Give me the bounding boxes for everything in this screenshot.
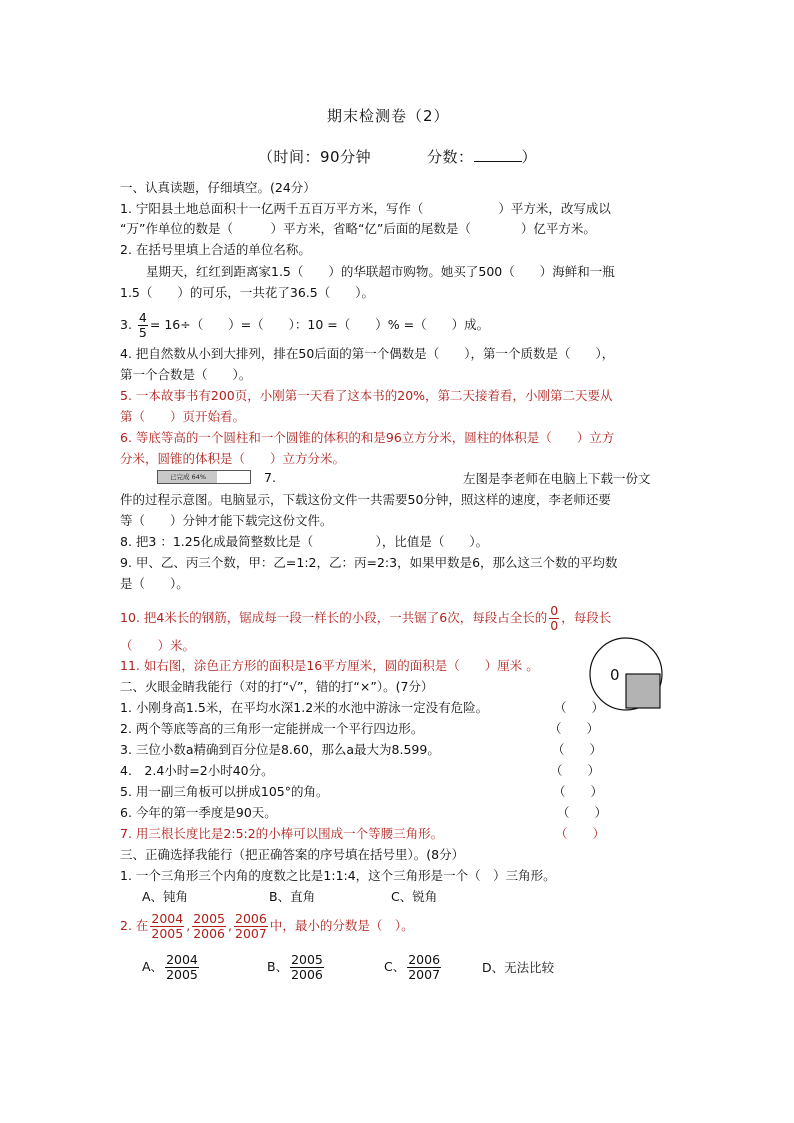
- q10-denominator: 0: [550, 618, 559, 633]
- denominator: 2005: [166, 967, 198, 982]
- q9-line2: 是（ ）。: [120, 576, 189, 591]
- choice-q1-option-a: A、钝角: [142, 889, 189, 904]
- score-label: [427, 149, 537, 165]
- q3-number: 3.: [120, 317, 132, 332]
- q3-rest: = 16÷（ ）=（ ）：10 =（ ）% =（ ）成。: [149, 317, 490, 332]
- judge-item-5: 5. 用一副三角板可以拼成105°的角。: [120, 784, 329, 799]
- option-label: A、: [142, 959, 164, 974]
- q7-number: 7.: [264, 470, 276, 485]
- judge-paren-6: （ ）: [557, 805, 608, 820]
- q2-line-a: 星期天，红红到距离家1.5（ ）的华联超市购物。她买了500（ ）海鲜和一瓶: [146, 264, 615, 279]
- q5-line2: 第（ ）页开始看。: [120, 409, 246, 424]
- choice-q2-fraction-2: [192, 912, 226, 941]
- q3-denominator: 5: [138, 325, 147, 340]
- choice-q2-option-a: [142, 950, 201, 984]
- time-label: （时间：90分钟: [258, 148, 372, 166]
- denominator: 2007: [235, 926, 267, 941]
- q2-line-b: 1.5（ ）的可乐，一共花了36.5（ ）。: [120, 285, 374, 300]
- choice-q2-fraction-3: [234, 912, 268, 941]
- q11-line: 11. 如右图，涂色正方形的面积是16平方厘米，圆的面积是（ ）厘米 。: [120, 658, 539, 673]
- judge-paren-5: （ ）: [553, 784, 604, 799]
- judge-item-3: 3. 三位小数a精确到百分位是8.60，那么a最大为8.599。: [120, 742, 440, 757]
- q3-numerator: 4: [138, 310, 147, 325]
- option-fraction: [290, 953, 324, 982]
- choice-q2-fraction-1: [150, 912, 184, 941]
- numerator: 2006: [235, 911, 267, 926]
- q6-line2: 分米，圆锥的体积是（ ）立方分米。: [120, 451, 346, 466]
- choice-q2-prefix: 2. 在: [120, 918, 149, 933]
- option-fraction: [407, 953, 441, 982]
- numerator: 2005: [291, 952, 323, 967]
- numerator: 2004: [151, 911, 184, 926]
- denominator: 2005: [151, 926, 184, 941]
- q10-numerator: 0: [550, 603, 559, 618]
- q7-line1: 左图是李老师在电脑上下载一份文: [463, 471, 651, 486]
- option-label: B、: [267, 959, 289, 974]
- score-blank: [474, 149, 522, 162]
- judge-item-1: 1. 小刚身高1.5米，在平均水深1.2米的水池中游泳一定没有危险。: [120, 700, 489, 715]
- numerator: 2004: [166, 952, 198, 967]
- judge-item-2: 2. 两个等底等高的三角形一定能拼成一个平行四边形。: [120, 721, 424, 736]
- q9-line1: 9. 甲、乙、丙三个数，甲：乙=1:2，乙：丙=2:3，如果甲数是6，那么这三个数的平均数: [120, 555, 618, 570]
- q10-tail: ，每段长: [561, 610, 612, 625]
- q7-line3: 等（ ）分钟才能下载完这份文件。: [120, 513, 333, 528]
- choice-q2-option-c: [384, 950, 443, 984]
- choice-q2-option-b: [267, 950, 326, 984]
- choice-q1: 1. 一个三角形三个内角的度数之比是1:1:4，这个三角形是一个（ ）三角形。: [120, 868, 556, 883]
- judge-paren-3: （ ）: [552, 742, 603, 757]
- choice-q1-option-c: C、锐角: [391, 889, 438, 904]
- q1-line2: “万”作单位的数是（ ）平方米，省略“亿”后面的尾数是（ ）亿平方米。: [120, 221, 596, 236]
- q4-line1: 4. 把自然数从小到大排列，排在50后面的第一个偶数是（ ），第一个质数是（ ），: [120, 346, 615, 361]
- q8-line: 8. 把3 ：1.25化成最简整数比是（ ），比值是（ ）。: [120, 534, 489, 549]
- judge-paren-1: （ ）: [554, 700, 605, 715]
- q10-line2: （ ）米。: [120, 638, 196, 653]
- choice-q1-option-b: B、直角: [269, 889, 316, 904]
- denominator: 2006: [193, 926, 226, 941]
- circle-center-label: 0: [610, 666, 620, 684]
- q10-text: 10. 把4米长的钢筋，锯成每一段一样长的小段，一共锯了6次，每段占全长的: [120, 610, 548, 625]
- q1-line1: 1. 宁阳县土地总面积十一亿两千五百万平方米，写作（ ）平方米，改写成以: [120, 201, 611, 216]
- judge-item-6: 6. 今年的第一季度是90天。: [120, 805, 277, 820]
- judge-paren-4: （ ）: [550, 763, 601, 778]
- download-progress-label: 已完成 64%: [170, 473, 207, 481]
- numerator: 2005: [193, 911, 226, 926]
- page-title: 期末检测卷（2）: [327, 107, 450, 125]
- judge-item-7: 7. 用三根长度比是2:5:2的小棒可以围成一个等腰三角形。: [120, 826, 444, 841]
- q5-line1: 5. 一本故事书有200页，小刚第一天看了这本书的20%，第二天接着看，小刚第二天要从: [120, 388, 613, 403]
- shaded-square: [626, 674, 660, 708]
- score-text: 分数：: [427, 148, 474, 166]
- q2-line: 2. 在括号里填上合适的单位名称。: [120, 242, 311, 257]
- judge-item-4: 4. 2.4小时=2小时40分。: [120, 763, 274, 778]
- judge-paren-2: （ ）: [549, 721, 600, 736]
- q7-line2: 件的过程示意图。电脑显示，下载这份文件一共需要50分钟，照这样的速度，李老师还要: [120, 492, 611, 507]
- denominator: 2007: [408, 967, 441, 982]
- q4-line2: 第一个合数是（ ）。: [120, 367, 252, 382]
- section1-heading: 一、认真读题，仔细填空。(24分）: [120, 180, 316, 195]
- score-close: ）: [521, 148, 538, 166]
- q10-line1: [120, 603, 611, 633]
- q10-fraction: [549, 604, 559, 633]
- denominator: 2006: [291, 967, 323, 982]
- q3-line: [120, 310, 489, 340]
- choice-q2-suffix: 中，最小的分数是（ ）。: [269, 918, 414, 933]
- choice-q2: 2. 在 $\frac{2004}{2005}$ , $\frac{2005}{2006}$ , $\frac{2006}{2007}$ 中，最小的分数是（ ）。: [120, 911, 414, 941]
- section3-heading: 三、正确选择我能行（把正确答案的序号填在括号里）。(8分）: [120, 847, 465, 862]
- option-label: C、: [384, 959, 406, 974]
- section2-heading: 二、火眼金睛我能行（对的打“√”，错的打“×”）。(7分）: [120, 679, 434, 694]
- download-progress-bar: [157, 470, 251, 484]
- choice-q2-option-d: D、无法比较: [482, 960, 555, 975]
- numerator: 2006: [408, 952, 441, 967]
- q6-line1: 6. 等底等高的一个圆柱和一个圆锥的体积的和是96立方分米，圆柱的体积是（ ）立方: [120, 430, 615, 445]
- option-fraction: [165, 953, 199, 982]
- q3-fraction: [138, 311, 148, 340]
- judge-paren-7: （ ）: [555, 826, 606, 841]
